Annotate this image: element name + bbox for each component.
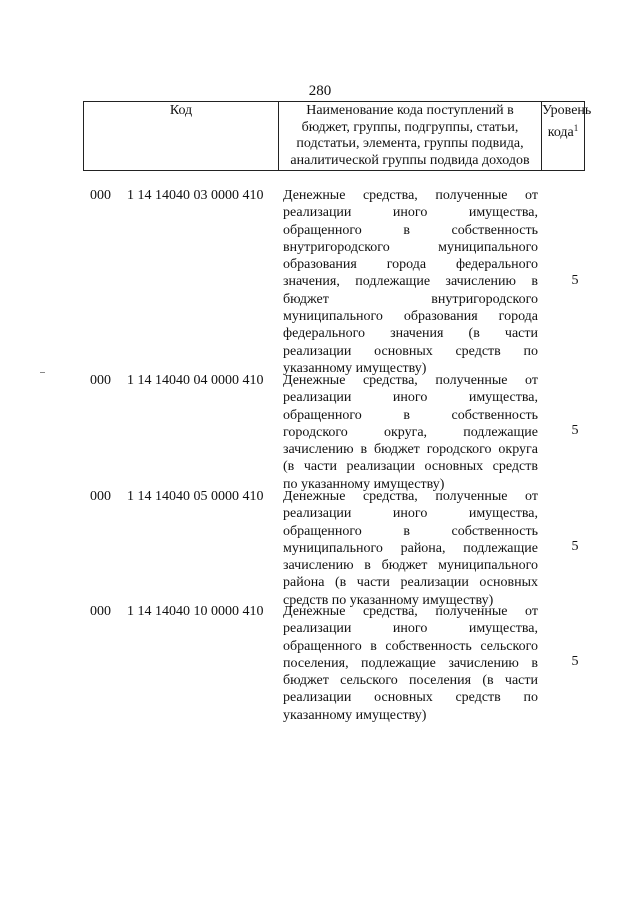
- margin-mark: [40, 372, 45, 373]
- level-value: 5: [571, 654, 579, 669]
- description-line: федерального значения (в части: [283, 326, 538, 342]
- description-line: (в части реализации основных средств: [283, 459, 538, 475]
- description-line: значения, подлежащие зачислению в: [283, 274, 538, 290]
- description-line: средств по указанному имуществу): [283, 592, 494, 608]
- revenue-description: [283, 187, 538, 377]
- header-name: [278, 102, 541, 170]
- admin-code: 000: [90, 489, 111, 504]
- revenue-code: 1 14 14040 10 0000 410: [127, 604, 264, 619]
- description-line: района (в части реализации основных: [283, 575, 538, 591]
- description-line: городского округа, подлежащие: [283, 424, 538, 440]
- description-line: зачислению в бюджет городского округа: [283, 442, 538, 458]
- description-line: реализации основных средств по: [283, 343, 538, 359]
- description-line: обращенного в собственность: [283, 407, 538, 423]
- description-line: указанному имуществу): [283, 707, 427, 723]
- header-level-line: Уровень: [542, 103, 592, 118]
- description-line: Денежные средства, полученные от: [283, 373, 538, 388]
- description-line: указанному имуществу): [283, 360, 427, 376]
- description-line: муниципального района, подлежащие: [283, 540, 538, 556]
- header-name-line: подстатьи, элемента, группы подвида,: [296, 136, 524, 151]
- description-line: обращенного в собственность: [283, 523, 538, 539]
- description-line: реализации иного имущества,: [283, 506, 538, 522]
- header-name-line: Наименование кода поступлений в: [306, 103, 514, 118]
- description-line: бюджет сельского поселения (в части: [283, 673, 538, 689]
- header-level-word: кода: [547, 124, 574, 140]
- level-value: 5: [571, 273, 579, 288]
- header-name-line: аналитической группы подвида доходов: [290, 152, 530, 168]
- description-line: муниципального образования города: [283, 309, 538, 325]
- description-line: реализации иного имущества,: [283, 390, 538, 406]
- description-line: реализации иного имущества,: [283, 621, 538, 637]
- revenue-code: 1 14 14040 04 0000 410: [127, 373, 264, 388]
- level-value: 5: [571, 423, 579, 438]
- revenue-description: [283, 603, 538, 724]
- footnote-mark: 1: [573, 122, 579, 133]
- description-line: обращенного в собственность: [283, 222, 538, 238]
- description-line: зачислению в бюджет муниципального: [283, 558, 538, 574]
- description-line: бюджет внутригородского: [283, 291, 538, 307]
- header-code-label: Код: [169, 103, 193, 118]
- description-line: Денежные средства, полученные от: [283, 489, 538, 504]
- admin-code: 000: [90, 604, 111, 619]
- description-line: поселения, подлежащие зачислению в: [283, 655, 538, 671]
- level-value: 5: [571, 539, 579, 554]
- description-line: по указанному имуществу): [283, 476, 445, 492]
- description-line: Денежные средства, полученные от: [283, 604, 538, 619]
- description-line: обращенного в собственность сельского: [283, 638, 538, 654]
- header-level: [541, 102, 592, 170]
- description-line: реализации основных средств по: [283, 690, 538, 706]
- admin-code: 000: [90, 188, 111, 203]
- revenue-code: 1 14 14040 05 0000 410: [127, 489, 264, 504]
- description-line: реализации иного имущества,: [283, 205, 538, 221]
- description-line: Денежные средства, полученные от: [283, 188, 538, 203]
- description-line: образования города федерального: [283, 257, 538, 273]
- admin-code: 000: [90, 373, 111, 388]
- header-name-line: бюджет, группы, подгруппы, статьи,: [301, 119, 519, 135]
- revenue-description: [283, 372, 538, 493]
- description-line: внутригородского муниципального: [283, 239, 538, 255]
- header-level-line: [542, 120, 584, 142]
- header-code: [83, 102, 278, 170]
- revenue-code: 1 14 14040 03 0000 410: [127, 188, 264, 203]
- table-header: [83, 101, 592, 171]
- revenue-description: [283, 488, 538, 609]
- page-number: 280: [308, 83, 332, 99]
